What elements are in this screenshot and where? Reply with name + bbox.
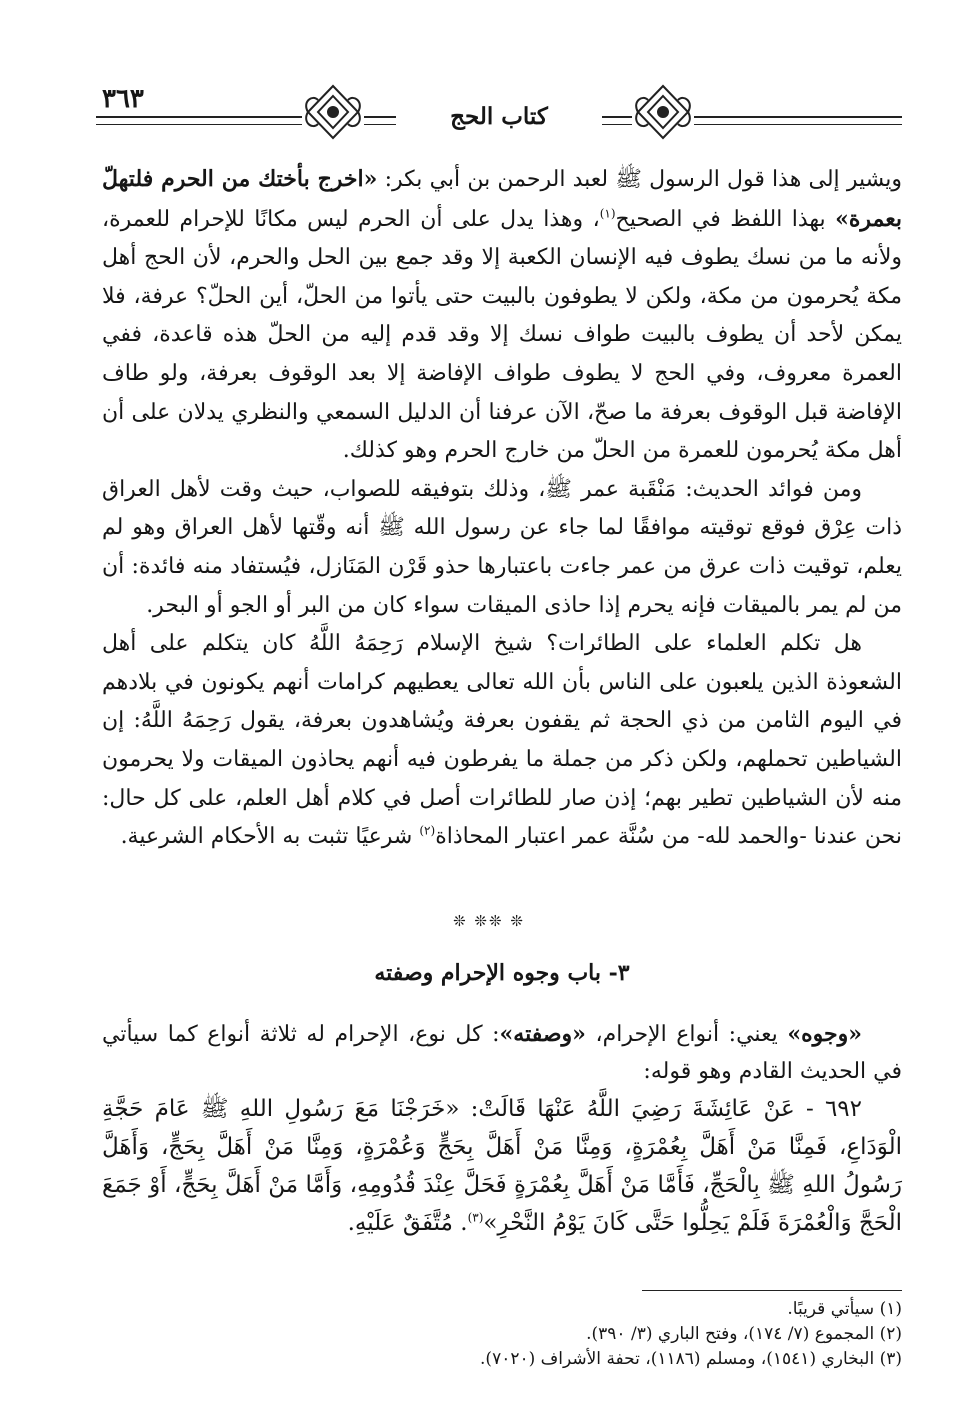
hadith-text: - عَنْ عَائِشَةَ رَضِيَ اللَّهُ عَنْهَا قَالَتْ: «خَرَجْنَا مَعَ رَسُولِ اللهِ ﷺ عَامَ حَجَّةِ الْوَدَاعِ، فَمِنَّا مَنْ أَهَلَّ بِعُمْرَةٍ، وَمِنَّا مَنْ أَهَلَّ بِحَجٍّ وَعُمْرَةٍ، وَمِنَّا مَنْ أَهَلَّ بِحَجٍّ، وَأَهَلَّ رَسُولُ اللهِ ﷺ بِالْحَجِّ، فَأَمَّا مَنْ أَهَلَّ بِعُمْرَةٍ فَحَلَّ عِنْدَ قُدُومِهِ، وَأَمَّا مَنْ أَهَلَّ بِحَجٍّ، أَوْ جَمَعَ الْحَجَّ وَالْعُمْرَةَ فَلَمْ يَحِلُّوا حَتَّى كَانَ يَوْمُ النَّحْرِ» (102, 1096, 902, 1236)
text-run: ويشير إلى هذا قول الرسول ﷺ لعبد الرحمن بن أبي بكر: (377, 167, 903, 192)
section-text (102, 1016, 902, 1242)
footnote: (٣) البخاري (١٥٤١)، ومسلم (١١٨٦)، تحفة الأشراف (٧٠٢٠). (480, 1349, 902, 1369)
page-number: ٣٦٣ (102, 84, 144, 114)
footnote-ref: (١) (599, 206, 616, 221)
intro-paragraph (102, 1016, 902, 1090)
hadith-text: . مُتَّفَقٌ عَلَيْهِ. (347, 1210, 468, 1236)
hadith-number: ٦٩٢ (824, 1096, 862, 1122)
paragraph (102, 160, 902, 471)
term: «وصفته» (499, 1021, 586, 1047)
main-text (102, 160, 902, 857)
paragraph: ومن فوائد الحديث: مَنْقَبة عمر ﷺ، وذلك بتوفيقه للصواب، حيث وقت لأهل العراق ذات عِرْق فوقع توقيته موافقًا لما جاء عن رسول الله ﷺ أنه وقّتها لأهل العراق وهو لم يعلم، توقيت ذات عرق من عمر جاءت باعتبارها حذو قَرْن المَنَازل، فيُستفاد منه فائدة: أن من لم يمر بالميقات فإنه يحرم إذا حاذى الميقات سواء كان من البر أو الجو أو البحر. (102, 476, 902, 618)
footnote: (١) سيأتي قريبًا. (787, 1299, 902, 1319)
chapter-heading: ٣- باب وجوه الإحرام وصفته (374, 960, 630, 986)
ornament-icon (632, 82, 694, 142)
text-run: بهذا اللفظ في الصحيح (615, 206, 836, 232)
term: «وجوه» (787, 1021, 862, 1047)
footnote: (٢) المجموع (٧/ ١٧٤)، وفتح الباري (٣/ ٣٩٠). (586, 1324, 902, 1344)
page-header (96, 82, 902, 146)
footnotes (102, 1290, 902, 1372)
footnote-rule (642, 1290, 902, 1291)
footnote-ref: (٣) (467, 1210, 484, 1225)
text-run: ، وهذا يدل على أن الحرم ليس مكانًا للإحرام للعمرة، ولأنه ما من نسك يطوف فيه الإنسان الكعبة إلا وقد جمع بين الحل والحرم، لأن الحج أهل مكة يُحرمون من مكة، ولكن لا يطوفون بالبيت حتى يأتوا من الحلّ، أين الحلّ؟ عرفة، فلا يمكن لأحد أن يطوف بالبيت طواف نسك إلا وقد قدم إليه من الحلّ هذه قاعدة، ففي العمرة معروف، وفي الحج لا يطوف طواف الإفاضة إلا بعد الوقوف بعرفة، ولو طاف الإفاضة قبل الوقوف بعرفة ما صحّ، الآن عرفنا أن الدليل السمعي والنظري يدلان على أن أهل مكة يُحرمون للعمرة من الحلّ من خارج الحرم وهو كذلك. (102, 206, 902, 464)
text-run: يعني: أنواع الإحرام، (585, 1022, 788, 1047)
text-run: : كل نوع، الإحرام له ثلاثة أنواع كما سيأتي في الحديث القادم وهو قوله: (102, 1022, 902, 1084)
footnote-ref: (٢) (419, 823, 436, 838)
chapter-title: كتاب الحج (396, 100, 602, 134)
paragraph (102, 625, 902, 857)
hadith (102, 1090, 902, 1242)
text-run: هل تكلم العلماء على الطائرات؟ شيخ الإسلام رَحِمَهُ اللَّهُ كان يتكلم على أهل الشعوذة الذين يلعبون على الناس بأن الله تعالى يعطيهم كرامات أنهم يكونون في بلادهم في اليوم الثامن من ذي الحجة ثم يقفون بعرفة ويُشاهدون بعرفة، يقول رَحِمَهُ اللَّهُ: إن الشياطين تحملهم، ولكن ذكر من جملة ما يفرطون فيه أنهم يحاذون الميقات ولا يحرمون منه لأن الشياطين تطير بهم؛ إذن صار للطائرات أصل في كلام أهل العلم، على كل حال: نحن عندنا -والحمد لله- من سُنَّة عمر اعتبار المحاذاة (102, 631, 902, 850)
ornament-icon (302, 82, 364, 142)
section-separator: ❊ ❊❊ ❊ (453, 912, 525, 930)
text-run: شرعيًا تثبت به الأحكام الشرعية. (120, 824, 420, 850)
quote: «اخرج بأختك من الحرم فلتهلّ بعمرة» (102, 166, 902, 232)
